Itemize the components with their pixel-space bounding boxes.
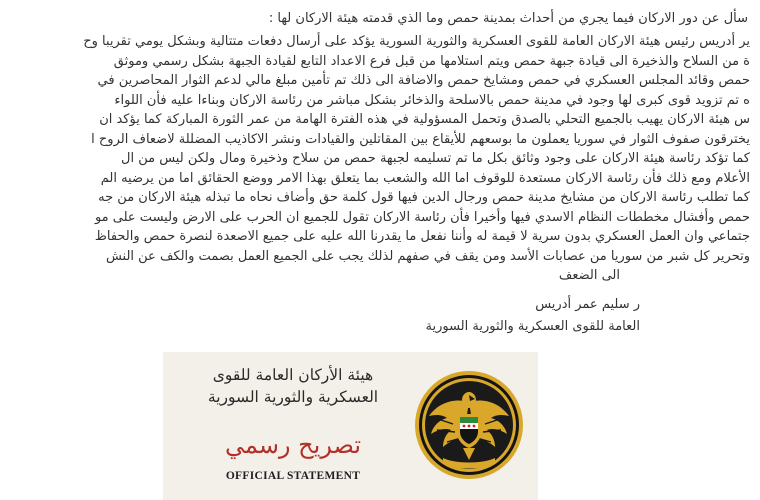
official-statement-english: OFFICIAL STATEMENT [225, 470, 361, 482]
body-line: حمص وقائد المجلس العسكري في حمص ومشايخ حمص والاضافة الى ذلك تم تأمين مبلغ مالي لدعم الثوار المحاصرين في [97, 73, 750, 88]
article [0, 8, 760, 338]
body-line: ه تم تزويد قوى كبرى لها وجود في مدينة حمص بالاسلحة والذخائر بشكل مباشر من رئاسة الاركان وبناءا عليه فأن اللواء [114, 92, 750, 108]
article-body [0, 32, 760, 286]
body-line: يخترقون صفوف الثوار في سوريا يعملون ما بوسعهم للأيقاع بين المقاتلين والقيادات ونشر الاكاذيب المضللة لاضعاف الروح ا [91, 131, 750, 147]
banner-text [163, 352, 408, 500]
body-line: كما تؤكد رئاسة هيئة الاركان على وجود وثائق بكل ما تم تسليمه لجبهة حمص من سلاح وذخيرة ومال ولكن ليس من ال [121, 151, 750, 166]
body-line: وتحرير كل شبر من سوريا من عصابات الأسد ومن يقف في صفهم لذلك يجب على الجميع العمل بصمت والكف عن النش [105, 248, 750, 264]
body-line: كما تطلب رئاسة الاركان من مشايخ مدينة حمص ورجال الدين فيها قول كلمة حق وأضاف نحاه ما تبذله هيئة الاركان من جه [98, 190, 750, 205]
body-line: الى الضعف [558, 268, 620, 283]
organization-name [193, 364, 393, 408]
body-line: ة من السلاح والذخيرة الى قيادة جبهة حمص ويتم استلامها من قبل فرع الاعداد التابع لقيادة الجبهة بشكل رسمي وموثق [113, 53, 750, 69]
body-line: حمص وأفشال مخططات النظام الاسدي فيها وأخيرا فأن رئاسة الاركان تقول للجميع ان الحرب على الارض وليست على مو [94, 209, 750, 225]
organization-name-line2: العسكرية والثورية السورية [207, 388, 379, 406]
signature-title: العامة للقوى العسكرية والثورية السورية [425, 318, 640, 334]
body-line: جتماعي وان العمل العسكري بدون سرية لا قيمة له وأننا نفعل ما يقدرنا الله عليه على جميع الاصعدة لنصرة حمص والحفاظ [94, 229, 750, 244]
body-line: الأعلام ومع ذلك فأن رئاسة الاركان مستعدة للوقوف اما الله والشعب بما يتعلق بهذا الامر ووضع الحقائق اما من يرضيه الم [100, 170, 750, 186]
signature-block [0, 294, 760, 338]
official-statement-arabic: تصريح رسمي [224, 431, 362, 459]
article-intro: سأل عن دور الاركان فيما يجري من أحداث بمدينة حمص وما الذي قدمته هيئة الاركان لها : [268, 11, 748, 26]
body-line: س هيئة الاركان يهيب بالجميع التحلي بالصدق وتحمل المسؤولية في هذه الفترة الهامة من عمر الثورة المباركة كما يؤكد ان [99, 112, 750, 127]
signature-name: ر سليم عمر أدريس [535, 296, 640, 312]
eagle-emblem-icon [413, 368, 525, 482]
organization-name-line1: هيئة الأركان العامة للقوى [212, 366, 374, 384]
body-line: ير أدريس رئيس هيئة الاركان العامة للقوى العسكرية والثورية السورية يؤكد على أرسال دفعات متتالية وبشكل يومي تقريبا وح [83, 34, 750, 49]
official-statement-banner [163, 352, 538, 500]
